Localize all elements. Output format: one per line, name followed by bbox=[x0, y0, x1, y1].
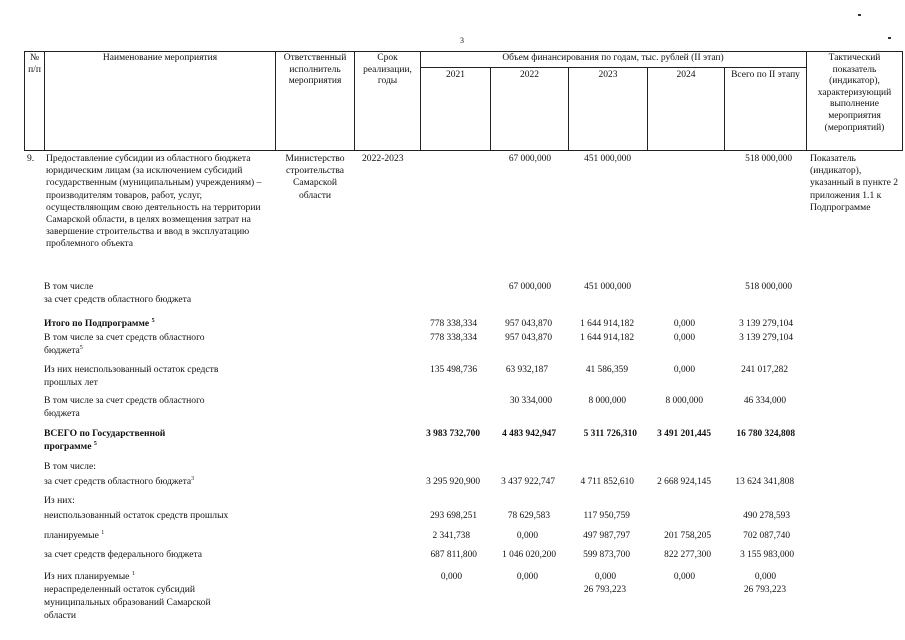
header-executor: Ответственный исполнитель мероприятия bbox=[283, 53, 347, 87]
cell-2022: 0,000 bbox=[516, 572, 538, 582]
row-label: планируемые $^1$ bbox=[44, 529, 105, 541]
row-label: за счет средств областного бюджета bbox=[44, 294, 192, 305]
cell-total: 46 334,000 bbox=[743, 396, 786, 406]
cell-2023: 117 950,759 bbox=[583, 511, 630, 521]
cell-2023: 26 793,223 bbox=[583, 585, 626, 595]
cell-2021: 778 338,334 bbox=[430, 319, 477, 329]
cell-2023: 451 000,000 bbox=[584, 282, 631, 292]
cell-2022: 4 483 942,947 bbox=[502, 429, 556, 439]
cell-2022: 78 629,583 bbox=[507, 511, 550, 521]
cell-2023: 1 644 914,182 bbox=[580, 333, 634, 343]
cell-2023: 5 311 726,310 bbox=[583, 429, 637, 439]
cell-2022: 0,000 bbox=[516, 531, 538, 541]
row-label: муниципальных образований Самарской bbox=[44, 597, 211, 608]
cell-total: 3 139 279,104 bbox=[739, 333, 793, 343]
cell-2021: 3 295 920,900 bbox=[426, 477, 480, 487]
header-2022: 2022 bbox=[520, 70, 539, 80]
scan-speck bbox=[858, 14, 861, 16]
cell-2022: 1 046 020,200 bbox=[502, 550, 556, 560]
cell-2021: 3 983 732,700 bbox=[426, 429, 480, 439]
row-label: Из них планируемые $^1$ bbox=[44, 570, 135, 582]
cell-2024: 0,000 bbox=[673, 319, 695, 329]
cell-2023: 41 586,359 bbox=[585, 365, 628, 375]
cell-total: 3 139 279,104 bbox=[739, 319, 793, 329]
cell-2022: 3 437 922,747 bbox=[501, 477, 555, 487]
cell-2024: 8 000,000 bbox=[665, 396, 703, 406]
cell-2021: 293 698,251 bbox=[430, 511, 477, 521]
grand-total-label: программе $^5$ bbox=[44, 440, 97, 452]
cell-2023: 497 987,797 bbox=[583, 531, 630, 541]
cell-total: 3 155 983,000 bbox=[740, 550, 794, 560]
row-label: нераспределенный остаток субсидий bbox=[44, 584, 195, 595]
header-term: Срок реализации, годы bbox=[363, 53, 412, 87]
item-name: Предоставление субсидии из областного бюджета юридическим лицам (за исключением субсидий государственным (муниципальным) учреждениям) – производителям товаров, работ, услуг, осуществляющим свою деятельность на территории Самарской области, в целях возмещения затрат на завершение строительства и ввод в эксплуатацию проблемного объекта bbox=[46, 153, 262, 250]
item-total: 518 000,000 bbox=[745, 154, 792, 164]
cell-total: 26 793,223 bbox=[743, 585, 786, 595]
row-label: В том числе bbox=[44, 281, 94, 292]
cell-2023: 8 000,000 bbox=[588, 396, 626, 406]
row-label: прошлых лет bbox=[44, 377, 98, 388]
row-label: за счет средств федерального бюджета bbox=[44, 549, 203, 560]
header-name: Наименование мероприятия bbox=[102, 53, 218, 63]
page-number: 3 bbox=[460, 36, 464, 45]
cell-total: 490 278,593 bbox=[743, 511, 790, 521]
header-total: Всего по II этапу bbox=[731, 70, 800, 80]
cell-2024: 822 277,300 bbox=[664, 550, 711, 560]
cell-2024: 0,000 bbox=[673, 333, 695, 343]
cell-2022: 957 043,870 bbox=[505, 319, 552, 329]
cell-2024: 2 668 924,145 bbox=[657, 477, 711, 487]
item-indicator: Показатель (индикатор), указанный в пункте 2 приложения 1.1 к Подпрограмме bbox=[810, 153, 899, 213]
cell-2021: 778 338,334 bbox=[430, 333, 477, 343]
cell-2024: 0,000 bbox=[673, 365, 695, 375]
cell-total: 518 000,000 bbox=[745, 282, 792, 292]
row-label: бюджета bbox=[44, 408, 80, 419]
cell-2022: 63 932,187 bbox=[505, 365, 548, 375]
row-label: В том числе: bbox=[44, 461, 96, 472]
cell-2024: 3 491 201,445 bbox=[657, 429, 711, 439]
scan-speck bbox=[888, 37, 891, 39]
subtotal-label: Итого по Подпрограмме $^5$ bbox=[44, 317, 155, 329]
row-label: Из них: bbox=[44, 495, 75, 506]
cell-2022: 67 000,000 bbox=[508, 282, 551, 292]
cell-2021: 687 811,800 bbox=[430, 550, 477, 560]
cell-2024: 201 758,205 bbox=[664, 531, 711, 541]
cell-2022: 957 043,870 bbox=[505, 333, 552, 343]
cell-total: 16 780 324,808 bbox=[736, 429, 795, 439]
row-label: неиспользованный остаток средств прошлых bbox=[44, 510, 229, 521]
row-label: Из них неиспользованный остаток средств bbox=[44, 364, 219, 375]
cell-2023: 4 711 852,610 bbox=[580, 477, 634, 487]
header-num: № п/п bbox=[28, 53, 41, 75]
cell-2022: 30 334,000 bbox=[509, 396, 552, 406]
header-2021: 2021 bbox=[446, 70, 465, 80]
cell-total: 241 017,282 bbox=[741, 365, 788, 375]
cell-2023: 599 873,700 bbox=[583, 550, 630, 560]
cell-total: 702 087,740 bbox=[743, 531, 790, 541]
cell-2021: 135 498,736 bbox=[430, 365, 477, 375]
row-label: В том числе за счет средств областного bbox=[44, 395, 205, 406]
header-2024: 2024 bbox=[676, 70, 696, 80]
header-indicator: Тактический показатель (индикатор), характеризующий выполнение мероприятия (мероприятий) bbox=[817, 53, 892, 133]
grand-total-label: ВСЕГО по Государственной bbox=[44, 428, 166, 439]
row-label: за счет средств областного бюджета$^3$ bbox=[44, 475, 195, 487]
header-funding: Объем финансирования по годам, тыс. рублей (II этап) bbox=[502, 53, 724, 63]
row-label: бюджета$^5$ bbox=[44, 344, 83, 356]
cell-2021: 0,000 bbox=[440, 572, 462, 582]
cell-total: 0,000 bbox=[754, 572, 776, 582]
cell-total: 13 624 341,808 bbox=[735, 477, 794, 487]
item-term: 2022-2023 bbox=[362, 153, 404, 164]
cell-2024: 0,000 bbox=[673, 572, 695, 582]
row-label: области bbox=[44, 610, 77, 621]
header-2023: 2023 bbox=[598, 70, 618, 80]
item-executor: Министерство строительства Самарской области bbox=[285, 153, 345, 201]
cell-2021: 2 341,738 bbox=[432, 531, 470, 541]
cell-2023: 0,000 bbox=[594, 572, 616, 582]
item-2023: 451 000,000 bbox=[584, 154, 631, 164]
item-num: 9. bbox=[27, 153, 35, 164]
item-2022: 67 000,000 bbox=[508, 154, 551, 164]
row-label: В том числе за счет средств областного bbox=[44, 332, 205, 343]
cell-2023: 1 644 914,182 bbox=[580, 319, 634, 329]
